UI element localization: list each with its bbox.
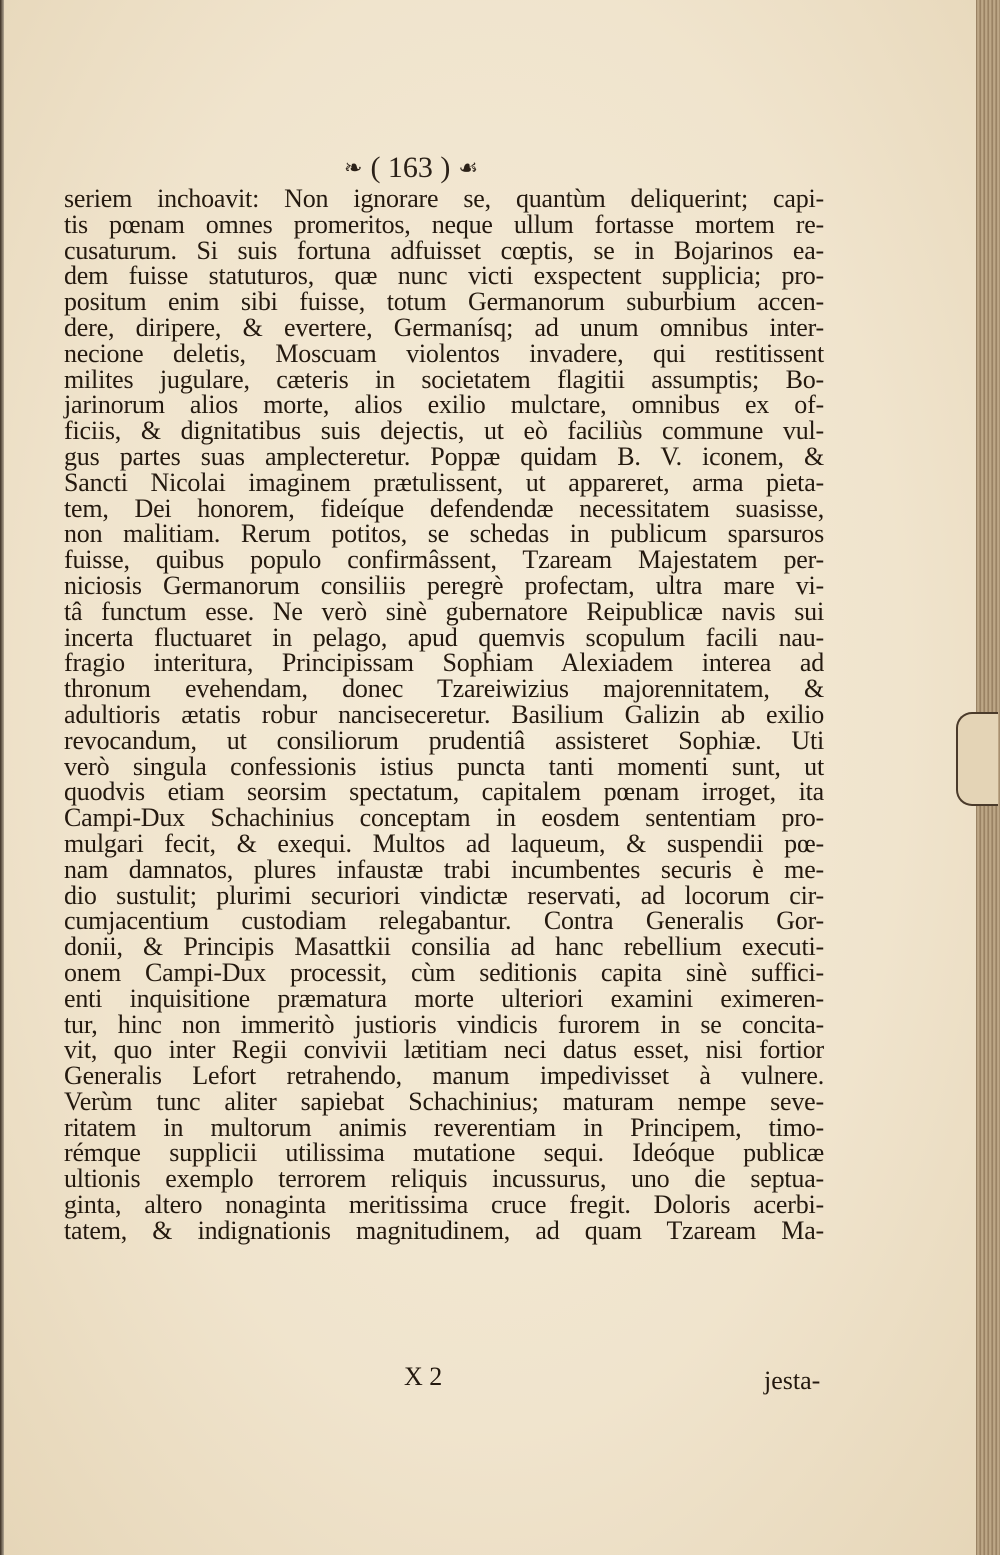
text-line: tur, hinc non immeritò justioris vindicis furorem in se concita- [64, 1009, 824, 1039]
text-line: tem, Dei honorem, fideíque defendendæ necessitatem suasisse, [64, 493, 824, 523]
text-line: mulgari fecit, & exequi. Multos ad laqueum, & suspendii pœ- [64, 828, 824, 858]
text-line: dere, diripere, & evertere, Germanísq; ad unum omnibus inter- [64, 312, 824, 342]
text-line: rémque supplicii utilissima mutatione sequi. Ideóque publicæ [64, 1138, 824, 1168]
text-line: non malitiam. Rerum potitos, se schedas in publicum sparsuros [64, 519, 824, 549]
book-clasp-tab [956, 712, 998, 806]
text-line: cusaturum. Si suis fortuna adfuisset cœptis, se in Bojarinos ea- [64, 235, 824, 265]
text-line: jarinorum alios morte, alios exilio mulctare, omnibus ex of- [64, 390, 824, 420]
text-line: fuisse, quibus populo confirmâssent, Tzaream Majestatem per- [64, 545, 824, 575]
ornament-right-icon: ☙ [458, 155, 479, 180]
body-text [64, 186, 824, 1244]
text-line: milites jugulare, cæteris in societatem flagitii assumptis; Bo- [64, 364, 824, 394]
signature-mark: X 2 [404, 1362, 443, 1391]
text-line: niciosis Germanorum consiliis peregrè profectam, ultra mare vi- [64, 570, 824, 600]
text-line: verò singula confessionis istius puncta tanti momenti sunt, ut [64, 751, 824, 781]
text-line: tis pœnam omnes promeritos, neque ullum fortasse mortem re- [64, 209, 824, 239]
text-line: positum enim sibi fuisse, totum Germanorum suburbium accen- [64, 287, 824, 317]
page-number: ( 163 ) [370, 151, 451, 184]
catchword: jesta- [764, 1366, 821, 1395]
text-line: Verùm tunc aliter sapiebat Schachinius; maturam nempe seve- [64, 1086, 824, 1116]
text-line: onem Campi-Dux processit, cùm seditionis capita sinè suffici- [64, 957, 824, 987]
text-line: incerta fluctuaret in pelago, apud quemvis scopulum facili nau- [64, 622, 824, 652]
text-line: seriem inchoavit: Non ignorare se, quantùm deliquerint; capi- [64, 184, 824, 213]
text-line: fragio interitura, Principissam Sophiam Alexiadem interea ad [64, 648, 824, 678]
page-header [344, 150, 564, 186]
text-line: Sancti Nicolai imaginem prætulissent, ut appareret, arma pieta- [64, 467, 824, 497]
text-line: donii, & Principis Masattkii consilia ad hanc rebellium executi- [64, 932, 824, 962]
text-line: adultioris ætatis robur nanciseceretur. Basilium Galizin ab exilio [64, 699, 824, 729]
page-paper [4, 0, 977, 1555]
text-line: ultionis exemplo terrorem reliquis incussurus, uno die septua- [64, 1164, 824, 1194]
text-line: necione deletis, Moscuam violentos invadere, qui restitissent [64, 338, 824, 368]
text-line: enti inquisitione præmatura morte ulteriori examini eximeren- [64, 983, 824, 1013]
text-line: quodvis etiam seorsim spectatum, capitalem pœnam irroget, ita [64, 777, 824, 807]
text-line: dem fuisse statuturos, quæ nunc victi exspectent supplicia; pro- [64, 261, 824, 291]
text-line: nam damnatos, plures infaustæ trabi incumbentes securis è me- [64, 854, 824, 884]
text-line: ritatem in multorum animis reverentiam in Principem, timo- [64, 1112, 824, 1142]
text-line: Generalis Lefort retrahendo, manum impedivisset à vulnere. [64, 1061, 824, 1091]
text-line: ficiis, & dignitatibus suis dejectis, ut eò faciliùs commune vul- [64, 416, 824, 446]
text-line: thronum evehendam, donec Tzareiwizius majorennitatem, & [64, 674, 824, 704]
ornament-left-icon: ❧ [344, 155, 363, 180]
text-line: gus partes suas amplecteretur. Poppæ quidam B. V. iconem, & [64, 441, 824, 471]
text-line: tatem, & indignationis magnitudinem, ad quam Tzaream Ma- [64, 1215, 824, 1245]
text-line: cumjacentium custodiam relegabantur. Contra Generalis Gor- [64, 906, 824, 936]
text-line: revocandum, ut consiliorum prudentiâ assisteret Sophiæ. Uti [64, 725, 824, 755]
text-line: ginta, altero nonaginta meritissima cruce fregit. Doloris acerbi- [64, 1190, 824, 1220]
text-line: vit, quo inter Regii convivii lætitiam neci datus esset, nisi fortior [64, 1035, 824, 1065]
text-line: tâ functum esse. Ne verò sinè gubernatore Reipublicæ navis sui [64, 596, 824, 626]
text-line: Campi-Dux Schachinius conceptam in eosdem sententiam pro- [64, 803, 824, 833]
text-line: dio sustulit; plurimi securiori vindictæ reservati, ad locorum cir- [64, 880, 824, 910]
